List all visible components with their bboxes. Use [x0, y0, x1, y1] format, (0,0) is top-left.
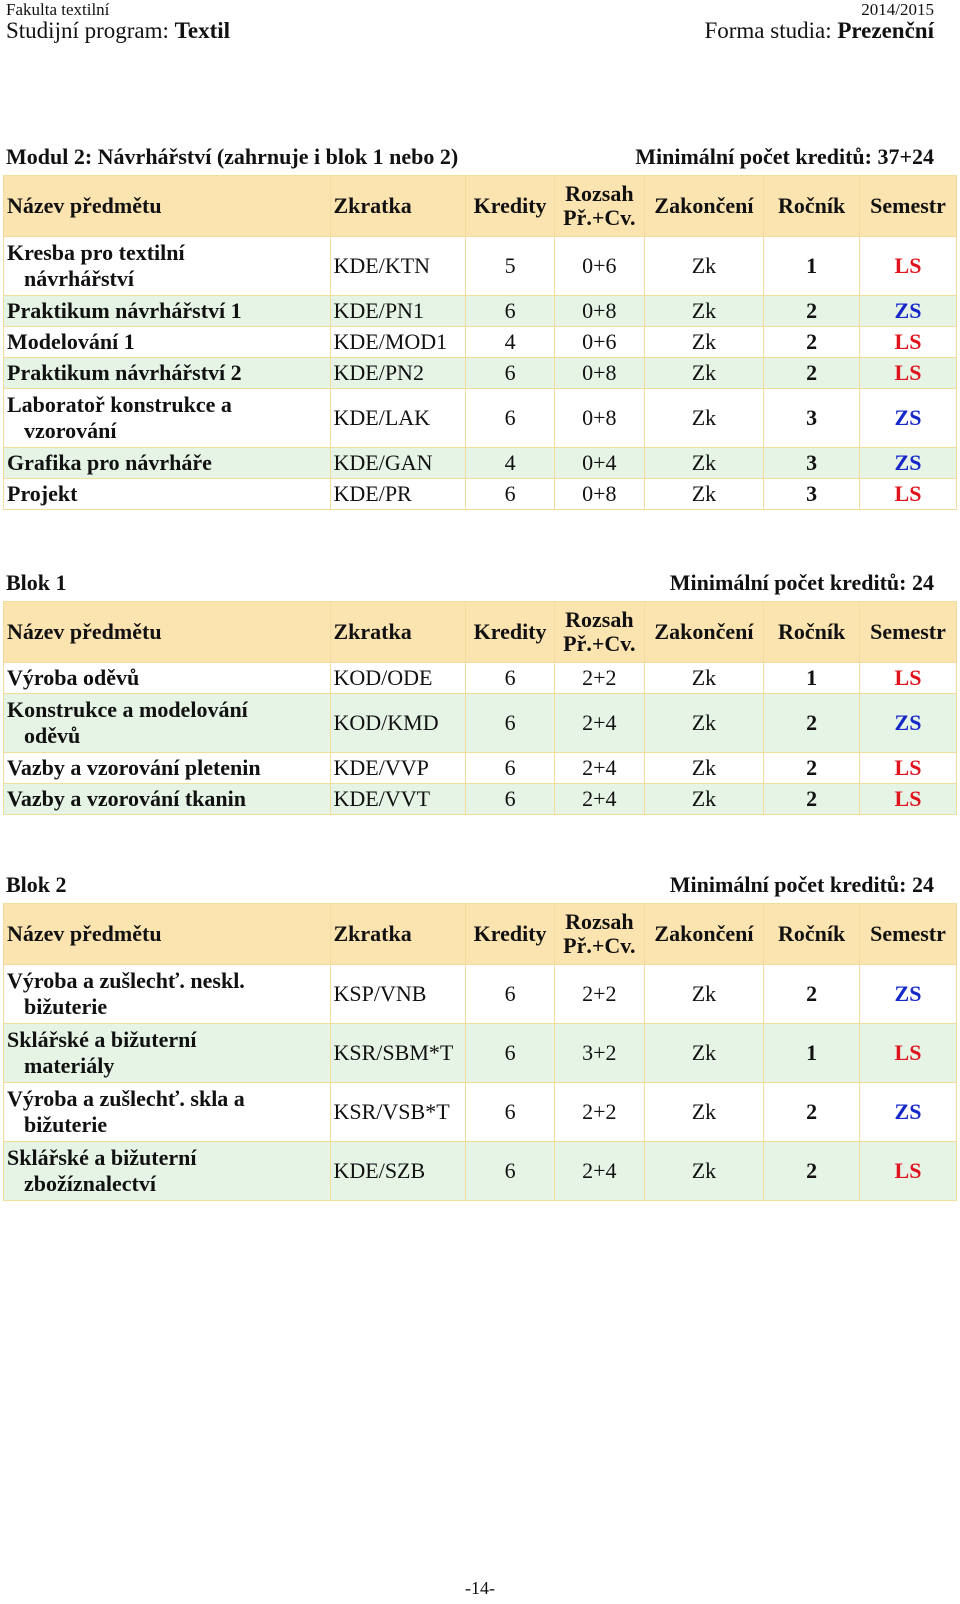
- col-header-name: Název předmětu: [4, 904, 331, 965]
- course-name-line2: návrhářství: [24, 266, 134, 291]
- table-row: [4, 1142, 957, 1201]
- course-semester: LS: [860, 327, 957, 358]
- course-semester: ZS: [860, 965, 957, 1024]
- course-credits: 4: [466, 327, 555, 358]
- course-credits: 6: [466, 479, 555, 510]
- col-header-range-top: Rozsah: [565, 909, 634, 934]
- course-name: [4, 965, 331, 1024]
- course-name-line1: Praktikum návrhářství 1: [7, 298, 242, 323]
- course-completion: Zk: [644, 663, 763, 694]
- course-semester: LS: [860, 237, 957, 296]
- course-year: 2: [764, 358, 860, 389]
- course-name-line1: Laboratoř konstrukce a: [7, 392, 232, 417]
- course-credits: 6: [466, 965, 555, 1024]
- course-name-line1: Sklářské a bižuterní: [7, 1145, 197, 1170]
- table-row: [4, 479, 957, 510]
- course-code: KDE/VVT: [330, 784, 466, 815]
- course-credits: 4: [466, 448, 555, 479]
- course-year: 2: [764, 1142, 860, 1201]
- course-credits: 6: [466, 296, 555, 327]
- program-line: [6, 18, 230, 48]
- course-table: [3, 903, 957, 1201]
- page-number: -14-: [465, 1578, 495, 1598]
- course-year: 2: [764, 965, 860, 1024]
- course-year: 3: [764, 389, 860, 448]
- course-completion: Zk: [644, 784, 763, 815]
- course-code: KOD/KMD: [330, 694, 466, 753]
- form-line: [704, 18, 934, 48]
- course-year: 2: [764, 753, 860, 784]
- col-header-semester: Semestr: [860, 176, 957, 237]
- course-semester: LS: [860, 1142, 957, 1201]
- course-completion: Zk: [644, 237, 763, 296]
- col-header-name: Název předmětu: [4, 602, 331, 663]
- course-credits: 6: [466, 1024, 555, 1083]
- col-header-credits: Kredity: [466, 904, 555, 965]
- course-name-line1: Výroba a zušlechť. skla a: [7, 1086, 245, 1111]
- form-label: Forma studia:: [704, 18, 832, 43]
- col-header-completion: Zakončení: [644, 176, 763, 237]
- course-range: 0+6: [554, 237, 644, 296]
- col-header-range-bottom: Př.+Cv.: [563, 205, 636, 230]
- table-row: [4, 663, 957, 694]
- col-header-code: Zkratka: [330, 602, 466, 663]
- course-range: 2+4: [554, 753, 644, 784]
- course-name-line2: bižuterie: [24, 994, 108, 1019]
- course-credits: 5: [466, 237, 555, 296]
- section-title: [6, 142, 934, 170]
- course-range: 2+2: [554, 965, 644, 1024]
- course-name-line1: Modelování 1: [7, 329, 135, 354]
- course-range: 3+2: [554, 1024, 644, 1083]
- course-credits: 6: [466, 694, 555, 753]
- form-value: Prezenční: [837, 18, 934, 43]
- course-name-line2: zbožíznalectví: [24, 1171, 156, 1196]
- table-row: [4, 1083, 957, 1142]
- course-semester: LS: [860, 784, 957, 815]
- col-header-range: [554, 176, 644, 237]
- course-completion: Zk: [644, 479, 763, 510]
- course-range: 2+4: [554, 694, 644, 753]
- course-completion: Zk: [644, 694, 763, 753]
- course-name-line2: oděvů: [24, 723, 81, 748]
- course-code: KSR/SBM*T: [330, 1024, 466, 1083]
- course-completion: Zk: [644, 1142, 763, 1201]
- course-name: [4, 296, 331, 327]
- course-credits: 6: [466, 753, 555, 784]
- course-credits: 6: [466, 389, 555, 448]
- course-completion: Zk: [644, 965, 763, 1024]
- course-name: [4, 1142, 331, 1201]
- course-code: KDE/MOD1: [330, 327, 466, 358]
- course-credits: 6: [466, 358, 555, 389]
- course-code: KDE/SZB: [330, 1142, 466, 1201]
- course-table: [3, 601, 957, 815]
- col-header-credits: Kredity: [466, 602, 555, 663]
- course-code: KDE/LAK: [330, 389, 466, 448]
- col-header-name: Název předmětu: [4, 176, 331, 237]
- course-name-line1: Vazby a vzorování pletenin: [7, 755, 261, 780]
- course-completion: Zk: [644, 448, 763, 479]
- col-header-year: Ročník: [764, 602, 860, 663]
- course-code: KDE/PR: [330, 479, 466, 510]
- table-row: [4, 296, 957, 327]
- col-header-code: Zkratka: [330, 176, 466, 237]
- course-name: [4, 479, 331, 510]
- table-row: [4, 327, 957, 358]
- course-semester: LS: [860, 663, 957, 694]
- course-range: 0+8: [554, 389, 644, 448]
- col-header-code: Zkratka: [330, 904, 466, 965]
- section-min-credits: Minimální počet kreditů: 24: [669, 570, 934, 595]
- course-completion: Zk: [644, 327, 763, 358]
- course-credits: 6: [466, 663, 555, 694]
- course-completion: Zk: [644, 1083, 763, 1142]
- course-table: [3, 175, 957, 510]
- course-year: 3: [764, 448, 860, 479]
- course-name-line2: vzorování: [24, 418, 117, 443]
- course-name: [4, 389, 331, 448]
- col-header-completion: Zakončení: [644, 602, 763, 663]
- course-name-line1: Praktikum návrhářství 2: [7, 360, 242, 385]
- course-name-line1: Projekt: [7, 481, 78, 506]
- course-semester: LS: [860, 753, 957, 784]
- document-header-main: [6, 18, 934, 48]
- table-row: [4, 358, 957, 389]
- course-year: 3: [764, 479, 860, 510]
- course-semester: ZS: [860, 1083, 957, 1142]
- section-min-credits: Minimální počet kreditů: 37+24: [635, 144, 934, 169]
- table-row: [4, 237, 957, 296]
- course-name-line1: Výroba a zušlechť. neskl.: [7, 968, 245, 993]
- table-row: [4, 784, 957, 815]
- table-row: [4, 965, 957, 1024]
- course-range: 2+4: [554, 1142, 644, 1201]
- course-range: 2+2: [554, 663, 644, 694]
- course-semester: ZS: [860, 694, 957, 753]
- course-range: 0+8: [554, 479, 644, 510]
- table-header-row: [4, 602, 957, 663]
- course-range: 0+4: [554, 448, 644, 479]
- table-row: [4, 448, 957, 479]
- course-name: [4, 784, 331, 815]
- course-completion: Zk: [644, 358, 763, 389]
- course-code: KOD/ODE: [330, 663, 466, 694]
- course-semester: LS: [860, 479, 957, 510]
- table-row: [4, 389, 957, 448]
- course-year: 1: [764, 663, 860, 694]
- course-name: [4, 358, 331, 389]
- course-code: KDE/KTN: [330, 237, 466, 296]
- course-name-line1: Sklářské a bižuterní: [7, 1027, 197, 1052]
- course-year: 2: [764, 296, 860, 327]
- table-header-row: [4, 904, 957, 965]
- course-semester: ZS: [860, 389, 957, 448]
- section-title: [6, 568, 934, 596]
- course-name-line2: materiály: [24, 1053, 115, 1078]
- col-header-semester: Semestr: [860, 904, 957, 965]
- academic-year: 2014/2015: [861, 0, 934, 19]
- col-header-range-top: Rozsah: [565, 181, 634, 206]
- col-header-range-bottom: Př.+Cv.: [563, 933, 636, 958]
- program-label: Studijní program:: [6, 18, 169, 43]
- table-header-row: [4, 176, 957, 237]
- col-header-year: Ročník: [764, 904, 860, 965]
- col-header-range-bottom: Př.+Cv.: [563, 631, 636, 656]
- section-name: Modul 2: Návrhářství (zahrnuje i blok 1 nebo 2): [6, 144, 459, 169]
- course-year: 1: [764, 1024, 860, 1083]
- course-name-line1: Kresba pro textilní: [7, 240, 185, 265]
- course-range: 2+4: [554, 784, 644, 815]
- course-range: 0+8: [554, 296, 644, 327]
- faculty-name: Fakulta textilní: [6, 0, 110, 19]
- col-header-range-top: Rozsah: [565, 607, 634, 632]
- course-name: [4, 663, 331, 694]
- course-semester: ZS: [860, 448, 957, 479]
- course-name: [4, 753, 331, 784]
- course-code: KDE/PN1: [330, 296, 466, 327]
- col-header-year: Ročník: [764, 176, 860, 237]
- course-name: [4, 237, 331, 296]
- course-name-line1: Výroba oděvů: [7, 665, 140, 690]
- course-name: [4, 1024, 331, 1083]
- col-header-credits: Kredity: [466, 176, 555, 237]
- course-code: KDE/GAN: [330, 448, 466, 479]
- course-code: KDE/PN2: [330, 358, 466, 389]
- course-code: KSP/VNB: [330, 965, 466, 1024]
- course-code: KDE/VVP: [330, 753, 466, 784]
- col-header-completion: Zakončení: [644, 904, 763, 965]
- section-title: [6, 870, 934, 898]
- program-value: Textil: [174, 18, 231, 43]
- section-name: Blok 1: [6, 570, 67, 595]
- course-semester: ZS: [860, 296, 957, 327]
- course-name-line1: Vazby a vzorování tkanin: [7, 786, 246, 811]
- course-semester: LS: [860, 1024, 957, 1083]
- course-range: 2+2: [554, 1083, 644, 1142]
- section-name: Blok 2: [6, 872, 67, 897]
- course-name: [4, 694, 331, 753]
- course-name-line1: Konstrukce a modelování: [7, 697, 248, 722]
- col-header-range: [554, 602, 644, 663]
- course-credits: 6: [466, 1142, 555, 1201]
- table-row: [4, 694, 957, 753]
- course-range: 0+6: [554, 327, 644, 358]
- course-range: 0+8: [554, 358, 644, 389]
- course-completion: Zk: [644, 1024, 763, 1083]
- course-credits: 6: [466, 784, 555, 815]
- course-name: [4, 1083, 331, 1142]
- course-year: 1: [764, 237, 860, 296]
- course-completion: Zk: [644, 753, 763, 784]
- col-header-range: [554, 904, 644, 965]
- table-row: [4, 753, 957, 784]
- course-code: KSR/VSB*T: [330, 1083, 466, 1142]
- course-year: 2: [764, 327, 860, 358]
- course-year: 2: [764, 1083, 860, 1142]
- section-min-credits: Minimální počet kreditů: 24: [669, 872, 934, 897]
- course-credits: 6: [466, 1083, 555, 1142]
- course-year: 2: [764, 694, 860, 753]
- table-row: [4, 1024, 957, 1083]
- course-completion: Zk: [644, 296, 763, 327]
- course-completion: Zk: [644, 389, 763, 448]
- course-year: 2: [764, 784, 860, 815]
- course-semester: LS: [860, 358, 957, 389]
- course-name-line2: bižuterie: [24, 1112, 108, 1137]
- course-name-line1: Grafika pro návrháře: [7, 450, 212, 475]
- course-name: [4, 327, 331, 358]
- course-name: [4, 448, 331, 479]
- col-header-semester: Semestr: [860, 602, 957, 663]
